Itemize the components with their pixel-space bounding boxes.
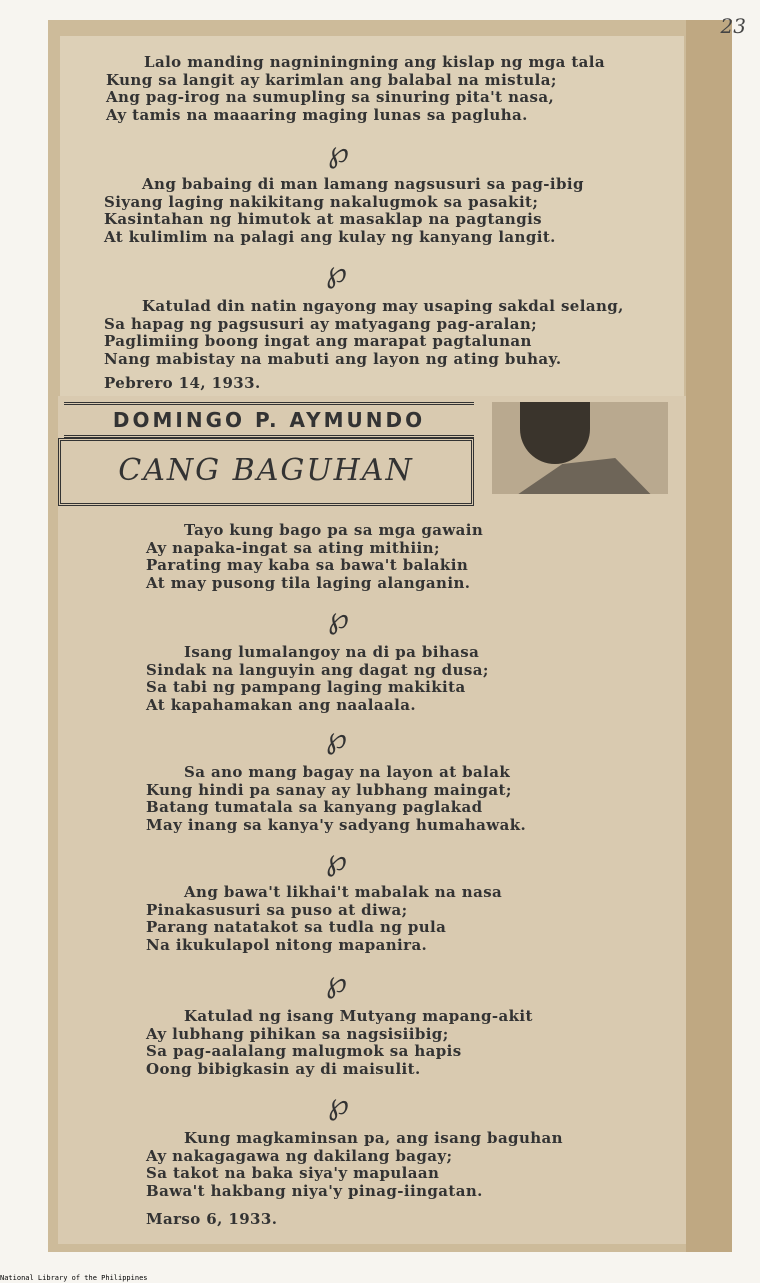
poem-line: Kung hindi pa sanay ay lubhang maingat;	[146, 780, 512, 799]
photo-shoulder	[492, 452, 668, 494]
poem-line: Sindak na languyin ang dagat ng dusa;	[146, 660, 489, 679]
ornament-divider: ℘	[326, 721, 347, 756]
poem-line: Kasintahan ng himutok at masaklap na pagtangis	[104, 210, 543, 228]
poem1-stanza-1	[106, 54, 605, 124]
poem-line: Ang babaing di man lamang nagsusuri sa pag-ibig	[142, 175, 584, 193]
poem-line: Batang tumatala sa kanyang paglakad	[146, 798, 483, 816]
poem-line: Sa takot na baka siya'y mapulaan	[146, 1164, 440, 1182]
author-name: DOMINGO P. AYMUNDO	[112, 408, 426, 432]
poem-line: Ay napaka-ingat sa ating mithiin;	[146, 538, 440, 557]
poem-line: May inang sa kanya'y sadyang humahawak.	[146, 815, 527, 834]
poem2-stanza-2	[146, 644, 489, 714]
poem-line: At kapahamakan ang naalaala.	[146, 695, 416, 714]
ornament-divider: ℘	[326, 255, 347, 290]
poem-line: Paglimiing boong ingat ang marapat pagtalunan	[104, 332, 532, 350]
photo-head	[520, 402, 590, 464]
poem-line: Ang bawa't likhai't mabalak na nasa	[184, 883, 503, 901]
poem2-stanza-1	[146, 522, 483, 592]
poem2-stanza-4	[146, 884, 502, 954]
poem-line: Tayo kung bago pa sa mga gawain	[184, 521, 484, 539]
poem-line: Oong bibigkasin ay di maisulit.	[146, 1059, 421, 1078]
poem-line: Bawa't hakbang niya'y pinag-iingatan.	[146, 1181, 483, 1200]
poem2-stanza-5	[146, 1008, 533, 1078]
footer-credit: National Library of the Philippines	[0, 1274, 148, 1282]
page-number: 23	[720, 14, 746, 38]
poem-line: Katulad din natin ngayong may usaping sakdal selang,	[142, 297, 624, 315]
poem-line: Sa pag-aalalang malugmok sa hapis	[146, 1042, 462, 1060]
poem-line: Sa hapag ng pagsusuri ay matyagang pag-aralan;	[104, 314, 538, 333]
poem-line: Ay tamis na maaaring maging lunas sa pagluha.	[106, 105, 528, 124]
poem2-stanza-3	[146, 764, 526, 834]
author-band	[64, 402, 474, 438]
poem-line: Ang pag-irog na sumupling sa sinuring pita't nasa,	[106, 88, 555, 106]
ornament-divider: ℘	[328, 135, 349, 170]
poem1-stanza-2	[104, 176, 584, 246]
ornament-divider: ℘	[328, 1087, 349, 1122]
poem-line: At may pusong tila laging alanganin.	[146, 573, 471, 592]
poem-line: Ay nakagagawa ng dakilang bagay;	[146, 1146, 453, 1165]
poem-line: At kulimlim na palagi ang kulay ng kanyang langit.	[104, 227, 556, 246]
ornament-divider: ℘	[328, 601, 349, 636]
poem1-stanza-3	[104, 298, 624, 368]
poem-line: Na ikukulapol nitong mapanira.	[146, 935, 428, 954]
title-box	[58, 438, 474, 506]
poem-line: Sa tabi ng pampang laging makikita	[146, 678, 466, 696]
poem-line: Siyang laging nakikitang nakalugmok sa pasakit;	[104, 192, 539, 211]
poem-line: Nang mabistay na mabuti ang layon ng ating buhay.	[104, 349, 562, 368]
poem1-date: Pebrero 14, 1933.	[104, 374, 261, 392]
poem-line: Ay lubhang pihikan sa nagsisiibig;	[146, 1024, 449, 1043]
poem-line: Pinakasusuri sa puso at diwa;	[146, 900, 408, 919]
author-photo	[492, 402, 668, 494]
poem-line: Sa ano mang bagay na layon at balak	[184, 763, 511, 781]
poem-line: Parating may kaba sa bawa't balakin	[146, 556, 469, 574]
ornament-divider: ℘	[326, 843, 347, 878]
ornament-divider: ℘	[326, 965, 347, 1000]
poem-line: Kung sa langit ay karimlan ang balabal na mistula;	[106, 70, 557, 89]
poem-line: Kung magkaminsan pa, ang isang baguhan	[184, 1129, 563, 1147]
poem2-date: Marso 6, 1933.	[146, 1210, 278, 1228]
poem2-stanza-6	[146, 1130, 563, 1200]
poem-line: Isang lumalangoy na di pa bihasa	[184, 643, 480, 661]
board-edge	[686, 20, 732, 1252]
poem-line: Lalo manding nagniningning ang kislap ng mga tala	[144, 53, 606, 71]
poem-line: Parang natatakot sa tudla ng pula	[146, 918, 447, 936]
poem-line: Katulad ng isang Mutyang mapang-akit	[184, 1007, 533, 1025]
poem-title: CANG BAGUHAN	[118, 453, 414, 488]
